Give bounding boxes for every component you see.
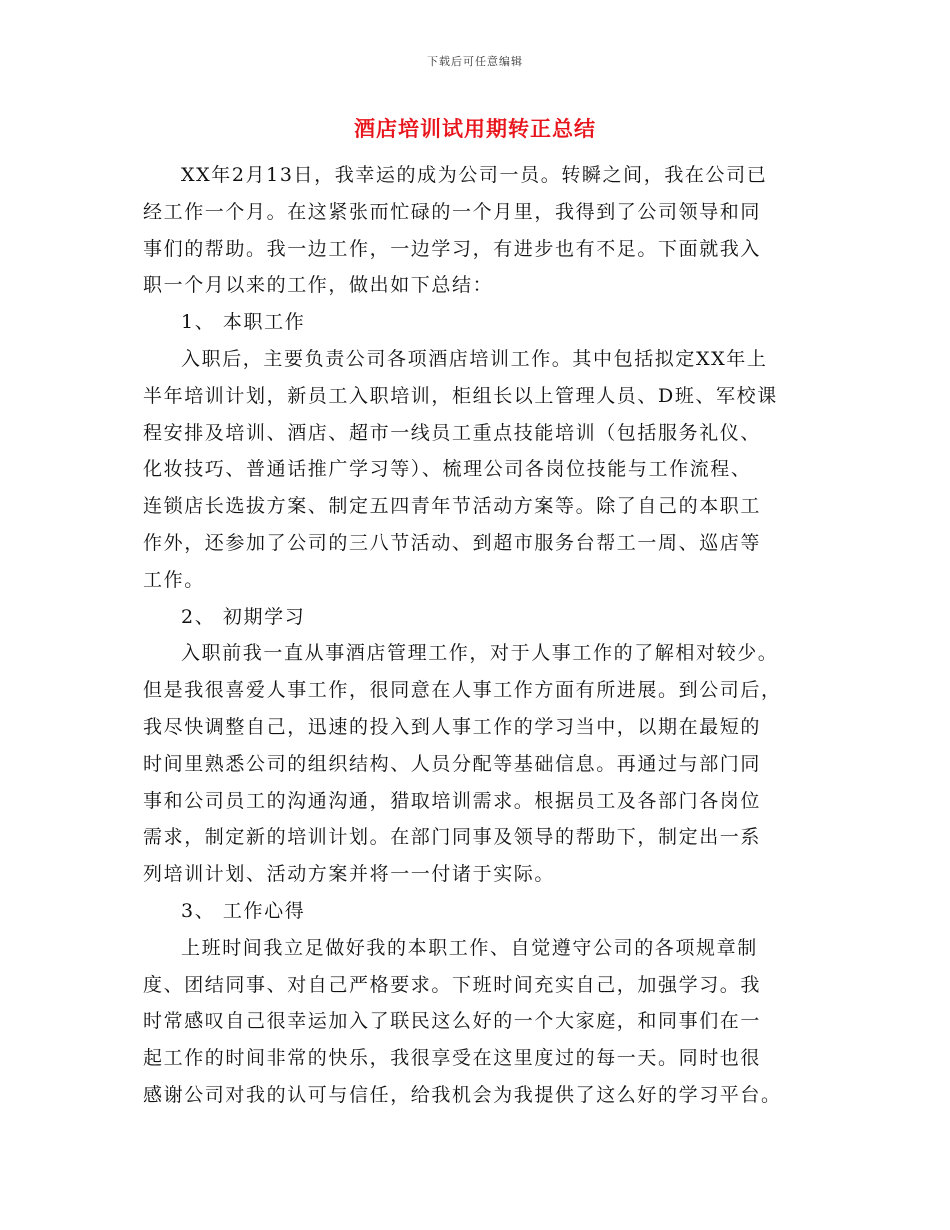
text-line: 起工作的时间非常的快乐，我很享受在这里度过的每一天。同时也很: [143, 1047, 762, 1070]
text-line: 职一个月以来的工作，做出如下总结：: [143, 274, 494, 297]
section-heading-2: 2、 初期学习: [181, 605, 306, 628]
text-line: 但是我很喜爱人事工作，很同意在人事工作方面有所进展。到公司后，: [143, 679, 782, 702]
section-heading-1: 1、 本职工作: [181, 311, 306, 334]
paragraph-initial-learning: [143, 635, 813, 893]
text-line: 时间里熟悉公司的组织结构、人员分配等基础信息。再通过与部门同: [143, 752, 762, 775]
text-line: 经工作一个月。在这紧张而忙碌的一个月里，我得到了公司领导和同: [143, 200, 762, 223]
text-line: 我尽快调整自己，迅速的投入到人事工作的学习当中，以期在最短的: [143, 715, 762, 738]
document-title: 酒店培训试用期转正总结: [354, 116, 596, 141]
text-line: 度、团结同事、对自己严格要求。下班时间充实自己，加强学习。我: [143, 973, 762, 996]
text-line: 半年培训计划，新员工入职培训，柜组长以上管理人员、D班、军校课: [143, 384, 778, 407]
paragraph-job-duties: [143, 341, 813, 599]
page-header: 下载后可任意编辑: [427, 55, 523, 68]
text-line: 事们的帮助。我一边工作，一边学习，有进步也有不足。下面就我入: [143, 237, 762, 260]
text-line: 作外，还参加了公司的三八节活动、到超市服务台帮工一周、巡店等: [143, 531, 762, 554]
text-line: 工作。: [143, 568, 205, 591]
text-line: 时常感叹自己很幸运加入了联民这么好的一个大家庭，和同事们在一: [143, 1010, 762, 1033]
paragraph-intro: [143, 157, 813, 304]
text-line: 化妆技巧、普通话推广学习等）、梳理公司各岗位技能与工作流程、: [143, 458, 752, 481]
section-heading-3: 3、 工作心得: [181, 899, 306, 922]
text-line: 事和公司员工的沟通沟通，猎取培训需求。根据员工及各部门各岗位: [143, 789, 762, 812]
text-line: XX年2月13日，我幸运的成为公司一员。转瞬之间，我在公司已: [181, 164, 768, 186]
text-line: 感谢公司对我的认可与信任，给我机会为我提供了这么好的学习平台。: [143, 1083, 782, 1106]
text-line: 连锁店长选拔方案、制定五四青年节活动方案等。除了自己的本职工: [143, 495, 762, 518]
text-line: 列培训计划、活动方案并将一一付诸于实际。: [143, 863, 556, 886]
document-body: [143, 157, 813, 1114]
text-line: 需求，制定新的培训计划。在部门同事及领导的帮助下，制定出一系: [143, 826, 762, 849]
text-line: 上班时间我立足做好我的本职工作、自觉遵守公司的各项规章制: [181, 936, 758, 959]
paragraph-work-insights: [143, 930, 813, 1114]
text-line: 程安排及培训、酒店、超市一线员工重点技能培训（包括服务礼仪、: [143, 421, 762, 444]
text-line: 入职后，主要负责公司各项酒店培训工作。其中包括拟定XX年上: [181, 347, 768, 370]
text-line: 入职前我一直从事酒店管理工作，对于人事工作的了解相对较少。: [181, 642, 779, 665]
